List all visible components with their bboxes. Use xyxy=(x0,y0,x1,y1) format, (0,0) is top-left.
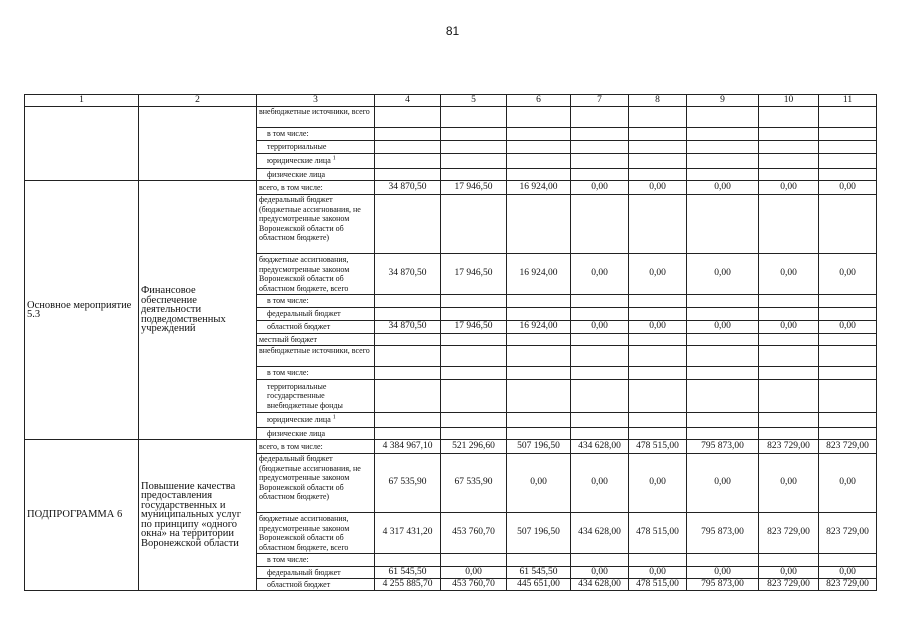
cell-value: 434 628,00 xyxy=(571,440,629,454)
source-label: в том числе: xyxy=(257,554,375,567)
cell-value: 0,00 xyxy=(759,254,819,295)
cell-value: 823 729,00 xyxy=(819,513,877,554)
cell-value: 0,00 xyxy=(687,454,759,513)
cell-value: 478 515,00 xyxy=(629,579,687,591)
col-header: 7 xyxy=(571,95,629,107)
table-row xyxy=(25,181,877,195)
col-header: 3 xyxy=(257,95,375,107)
cell-value: 0,00 xyxy=(687,321,759,334)
table-row xyxy=(25,107,877,128)
source-label: всего, в том числе: xyxy=(257,440,375,454)
source-label: в том числе: xyxy=(257,295,375,308)
cell-value: 16 924,00 xyxy=(507,181,571,195)
source-label: бюджетные ассигнования, предусмотренные законом Воронежской области об областном бюджете, всего xyxy=(257,513,375,554)
cell-value: 507 196,50 xyxy=(507,440,571,454)
cell-value: 16 924,00 xyxy=(507,321,571,334)
cell-value: 0,00 xyxy=(759,567,819,579)
cell-value: 0,00 xyxy=(819,254,877,295)
subprogram-code: ПОДПРОГРАММА 6 xyxy=(25,440,139,591)
cell-value: 823 729,00 xyxy=(819,579,877,591)
cell-value: 434 628,00 xyxy=(571,513,629,554)
cell-value: 34 870,50 xyxy=(375,254,441,295)
source-label: федеральный бюджет xyxy=(257,567,375,579)
cell-value: 0,00 xyxy=(629,254,687,295)
activity-code: Основное мероприятие 5.3 xyxy=(25,181,139,440)
cell-value: 0,00 xyxy=(629,454,687,513)
cell-value: 0,00 xyxy=(819,321,877,334)
source-label: федеральный бюджет (бюджетные ассигнования, не предусмотренные законом Воронежской области об областном бюджете) xyxy=(257,195,375,254)
cell-value: 34 870,50 xyxy=(375,181,441,195)
cell-value: 0,00 xyxy=(819,454,877,513)
source-label: областной бюджет xyxy=(257,579,375,591)
cell-value: 795 873,00 xyxy=(687,579,759,591)
cell-value: 0,00 xyxy=(759,181,819,195)
source-label: внебюджетные источники, всего xyxy=(257,346,375,367)
cell-value: 521 296,60 xyxy=(441,440,507,454)
cell-value: 0,00 xyxy=(571,567,629,579)
cell-value: 0,00 xyxy=(629,567,687,579)
source-label: федеральный бюджет (бюджетные ассигнования, не предусмотренные законом Воронежской области об областном бюджете) xyxy=(257,454,375,513)
cell-value: 823 729,00 xyxy=(759,440,819,454)
cell-value: 61 545,50 xyxy=(375,567,441,579)
cell-value: 4 255 885,70 xyxy=(375,579,441,591)
table-row xyxy=(25,440,877,454)
source-label: территориальные государственные внебюджетные фонды xyxy=(257,380,375,413)
cell-value: 0,00 xyxy=(571,254,629,295)
cell-value: 478 515,00 xyxy=(629,513,687,554)
col-header: 10 xyxy=(759,95,819,107)
page-number: 81 xyxy=(445,24,460,38)
cell-value: 16 924,00 xyxy=(507,254,571,295)
cell-value: 4 384 967,10 xyxy=(375,440,441,454)
source-label: в том числе: xyxy=(257,128,375,141)
cell-value: 0,00 xyxy=(629,321,687,334)
cell-value: 4 317 431,20 xyxy=(375,513,441,554)
cell-value: 507 196,50 xyxy=(507,513,571,554)
cell-value: 17 946,50 xyxy=(441,321,507,334)
cell-value: 453 760,70 xyxy=(441,579,507,591)
subprogram-name: Повышение качества предоставления государственных и муниципальных услуг по принципу «одного окна» на территории Воронежской области xyxy=(139,440,257,591)
col-header: 9 xyxy=(687,95,759,107)
cell-value: 0,00 xyxy=(819,181,877,195)
cell-value: 0,00 xyxy=(759,454,819,513)
cell-value: 434 628,00 xyxy=(571,579,629,591)
source-label: областной бюджет xyxy=(257,321,375,334)
cell-value: 0,00 xyxy=(819,567,877,579)
source-label: юридические лица $^1$ xyxy=(257,413,375,428)
source-label: территориальные xyxy=(257,141,375,154)
col-header: 6 xyxy=(507,95,571,107)
cell-value: 0,00 xyxy=(687,254,759,295)
source-label: физические лица xyxy=(257,169,375,181)
cell-value: 0,00 xyxy=(629,181,687,195)
cell-value: 67 535,90 xyxy=(375,454,441,513)
source-label: юридические лица $^1$ xyxy=(257,154,375,169)
header-row xyxy=(25,95,877,107)
col-header: 5 xyxy=(441,95,507,107)
cell-value: 445 651,00 xyxy=(507,579,571,591)
cell-value: 0,00 xyxy=(571,321,629,334)
activity-name: Финансовое обеспечение деятельности подведомственных учреждений xyxy=(139,181,257,440)
cell-value: 823 729,00 xyxy=(759,513,819,554)
cell-value: 823 729,00 xyxy=(759,579,819,591)
cell-value: 478 515,00 xyxy=(629,440,687,454)
col-header: 4 xyxy=(375,95,441,107)
source-label: федеральный бюджет xyxy=(257,308,375,321)
source-label: местный бюджет xyxy=(257,334,375,346)
source-label: внебюджетные источники, всего xyxy=(257,107,375,128)
source-label: физические лица xyxy=(257,428,375,440)
col-header: 8 xyxy=(629,95,687,107)
cell-value: 67 535,90 xyxy=(441,454,507,513)
cell-value: 0,00 xyxy=(759,321,819,334)
source-label: всего, в том числе: xyxy=(257,181,375,195)
cell-value: 0,00 xyxy=(687,181,759,195)
cell-value: 17 946,50 xyxy=(441,181,507,195)
cell-value: 0,00 xyxy=(571,181,629,195)
cell-value: 795 873,00 xyxy=(687,440,759,454)
cell-value: 795 873,00 xyxy=(687,513,759,554)
budget-table xyxy=(24,94,877,591)
cell-value: 61 545,50 xyxy=(507,567,571,579)
source-label: бюджетные ассигнования, предусмотренные законом Воронежской области об областном бюджете, всего xyxy=(257,254,375,295)
cell-value: 17 946,50 xyxy=(441,254,507,295)
col-header: 1 xyxy=(25,95,139,107)
cell-value: 453 760,70 xyxy=(441,513,507,554)
cell-value: 34 870,50 xyxy=(375,321,441,334)
col-header: 11 xyxy=(819,95,877,107)
cell-value: 0,00 xyxy=(507,454,571,513)
cell-value: 823 729,00 xyxy=(819,440,877,454)
source-label: в том числе: xyxy=(257,367,375,380)
cell-value: 0,00 xyxy=(687,567,759,579)
cell-value: 0,00 xyxy=(571,454,629,513)
col-header: 2 xyxy=(139,95,257,107)
cell-value: 0,00 xyxy=(441,567,507,579)
